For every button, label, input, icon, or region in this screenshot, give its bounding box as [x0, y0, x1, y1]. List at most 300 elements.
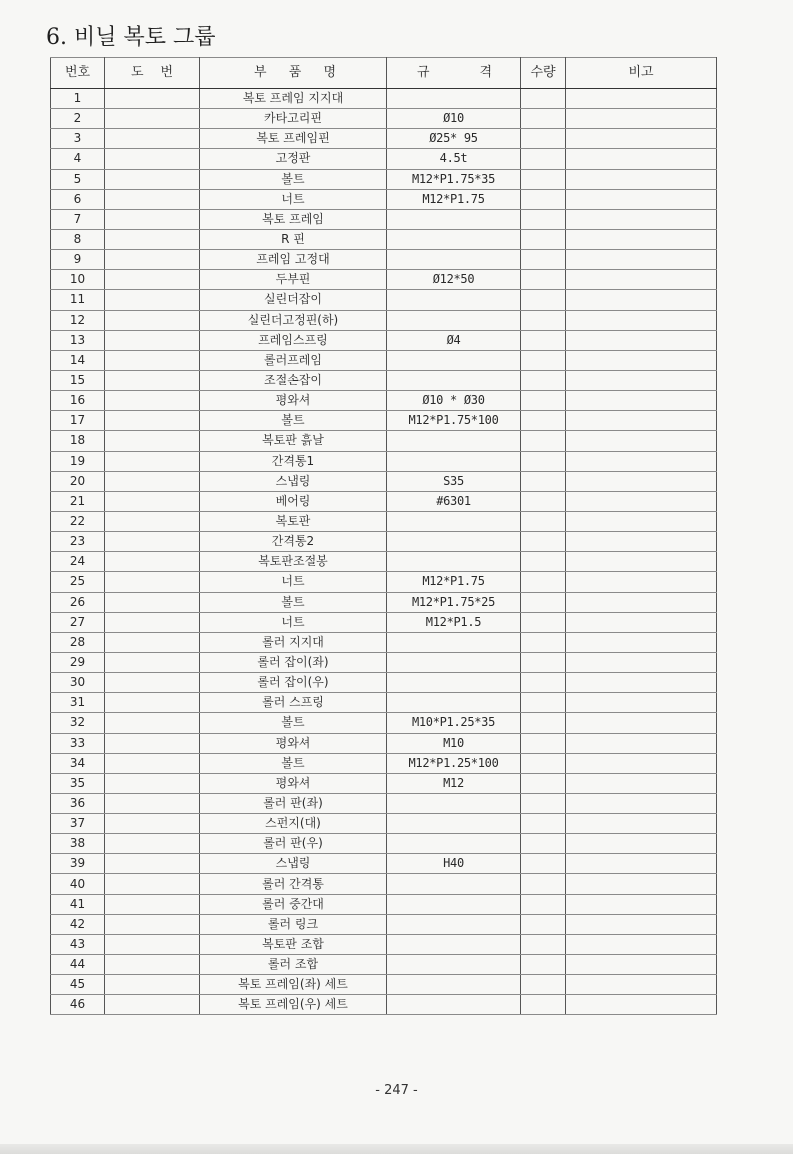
drawing-number-cell	[105, 109, 200, 129]
note-cell	[566, 793, 717, 813]
drawing-number-cell	[105, 169, 200, 189]
table-row	[51, 592, 717, 612]
quantity-cell	[521, 652, 566, 672]
part-name-cell: 롤러 판(좌)	[200, 793, 387, 813]
note-cell	[566, 270, 717, 290]
part-name-cell: 롤러 잡이(우)	[200, 673, 387, 693]
part-name-cell: 스냅링	[200, 854, 387, 874]
quantity-cell	[521, 552, 566, 572]
part-name-cell: R 핀	[200, 229, 387, 249]
row-number-cell: 20	[51, 471, 105, 491]
note-cell	[566, 874, 717, 894]
spec-cell: M12*P1.75	[387, 572, 521, 592]
table-row	[51, 914, 717, 934]
table-row	[51, 491, 717, 511]
note-cell	[566, 773, 717, 793]
quantity-cell	[521, 290, 566, 310]
row-number-cell: 3	[51, 129, 105, 149]
header-drawing-no	[105, 58, 200, 89]
part-name-cell: 간격통1	[200, 451, 387, 471]
note-cell	[566, 975, 717, 995]
spec-cell	[387, 894, 521, 914]
part-name-cell: 실린더잡이	[200, 290, 387, 310]
spec-cell: #6301	[387, 491, 521, 511]
spec-cell: M10	[387, 733, 521, 753]
row-number-cell: 14	[51, 350, 105, 370]
table-row	[51, 894, 717, 914]
row-number-cell: 18	[51, 431, 105, 451]
quantity-cell	[521, 834, 566, 854]
page-title: 6. 비닐 복토 그룹	[46, 25, 216, 50]
row-number-cell: 45	[51, 975, 105, 995]
table-row	[51, 814, 717, 834]
note-cell	[566, 189, 717, 209]
spec-cell: M10*P1.25*35	[387, 713, 521, 733]
drawing-number-cell	[105, 753, 200, 773]
row-number-cell: 13	[51, 330, 105, 350]
note-cell	[566, 572, 717, 592]
drawing-number-cell	[105, 975, 200, 995]
part-name-cell: 볼트	[200, 169, 387, 189]
row-number-cell: 22	[51, 511, 105, 531]
quantity-cell	[521, 189, 566, 209]
quantity-cell	[521, 592, 566, 612]
header-name-char-1: 부	[254, 65, 267, 80]
note-cell	[566, 491, 717, 511]
note-cell	[566, 149, 717, 169]
table-row	[51, 793, 717, 813]
note-cell	[566, 250, 717, 270]
quantity-cell	[521, 733, 566, 753]
row-number-cell: 36	[51, 793, 105, 813]
quantity-cell	[521, 874, 566, 894]
quantity-cell	[521, 753, 566, 773]
part-name-cell: 스펀지(대)	[200, 814, 387, 834]
quantity-cell	[521, 209, 566, 229]
spec-cell: M12*P1.75	[387, 189, 521, 209]
note-cell	[566, 552, 717, 572]
row-number-cell: 7	[51, 209, 105, 229]
drawing-number-cell	[105, 310, 200, 330]
row-number-cell: 41	[51, 894, 105, 914]
drawing-number-cell	[105, 290, 200, 310]
note-cell	[566, 89, 717, 109]
note-cell	[566, 169, 717, 189]
part-name-cell: 롤러 링크	[200, 914, 387, 934]
quantity-cell	[521, 632, 566, 652]
header-spec-char-1: 규	[417, 65, 430, 80]
spec-cell	[387, 350, 521, 370]
row-number-cell: 19	[51, 451, 105, 471]
note-cell	[566, 532, 717, 552]
row-number-cell: 42	[51, 914, 105, 934]
table-row	[51, 270, 717, 290]
table-header-row	[51, 58, 717, 89]
part-name-cell: 복토 프레임핀	[200, 129, 387, 149]
quantity-cell	[521, 934, 566, 954]
table-row	[51, 169, 717, 189]
part-name-cell: 복토판 조합	[200, 934, 387, 954]
part-name-cell: 볼트	[200, 592, 387, 612]
row-number-cell: 4	[51, 149, 105, 169]
spec-cell: Ø4	[387, 330, 521, 350]
table-row	[51, 310, 717, 330]
header-part-name	[200, 58, 387, 89]
spec-cell	[387, 370, 521, 390]
header-note: 비고	[566, 58, 717, 89]
spec-cell	[387, 914, 521, 934]
part-name-cell: 롤러 간격통	[200, 874, 387, 894]
note-cell	[566, 109, 717, 129]
quantity-cell	[521, 129, 566, 149]
quantity-cell	[521, 250, 566, 270]
row-number-cell: 27	[51, 612, 105, 632]
part-name-cell: 롤러 지지대	[200, 632, 387, 652]
row-number-cell: 37	[51, 814, 105, 834]
quantity-cell	[521, 894, 566, 914]
part-name-cell: 볼트	[200, 753, 387, 773]
table-row	[51, 250, 717, 270]
row-number-cell: 46	[51, 995, 105, 1015]
quantity-cell	[521, 995, 566, 1015]
drawing-number-cell	[105, 350, 200, 370]
quantity-cell	[521, 370, 566, 390]
drawing-number-cell	[105, 854, 200, 874]
table-row	[51, 431, 717, 451]
row-number-cell: 44	[51, 955, 105, 975]
part-name-cell: 베어링	[200, 491, 387, 511]
row-number-cell: 33	[51, 733, 105, 753]
drawing-number-cell	[105, 995, 200, 1015]
note-cell	[566, 350, 717, 370]
table-row	[51, 511, 717, 531]
quantity-cell	[521, 431, 566, 451]
row-number-cell: 1	[51, 89, 105, 109]
table-row	[51, 532, 717, 552]
row-number-cell: 5	[51, 169, 105, 189]
drawing-number-cell	[105, 814, 200, 834]
part-name-cell: 고정판	[200, 149, 387, 169]
part-name-cell: 복토판	[200, 511, 387, 531]
quantity-cell	[521, 773, 566, 793]
drawing-number-cell	[105, 330, 200, 350]
row-number-cell: 28	[51, 632, 105, 652]
spec-cell	[387, 793, 521, 813]
note-cell	[566, 330, 717, 350]
table-row	[51, 773, 717, 793]
table-row	[51, 209, 717, 229]
quantity-cell	[521, 149, 566, 169]
row-number-cell: 31	[51, 693, 105, 713]
table-row	[51, 733, 717, 753]
note-cell	[566, 995, 717, 1015]
drawing-number-cell	[105, 391, 200, 411]
part-name-cell: 복토 프레임	[200, 209, 387, 229]
drawing-number-cell	[105, 552, 200, 572]
quantity-cell	[521, 491, 566, 511]
part-name-cell: 롤러 판(우)	[200, 834, 387, 854]
part-name-cell: 복토판조절봉	[200, 552, 387, 572]
row-number-cell: 6	[51, 189, 105, 209]
drawing-number-cell	[105, 532, 200, 552]
spec-cell: M12*P1.75*100	[387, 411, 521, 431]
quantity-cell	[521, 511, 566, 531]
part-name-cell: 복토 프레임(우) 세트	[200, 995, 387, 1015]
spec-cell	[387, 511, 521, 531]
table-row	[51, 632, 717, 652]
note-cell	[566, 391, 717, 411]
part-name-cell: 롤러 잡이(좌)	[200, 652, 387, 672]
part-name-cell: 평와셔	[200, 391, 387, 411]
row-number-cell: 32	[51, 713, 105, 733]
part-name-cell: 두부핀	[200, 270, 387, 290]
row-number-cell: 23	[51, 532, 105, 552]
note-cell	[566, 713, 717, 733]
note-cell	[566, 290, 717, 310]
quantity-cell	[521, 109, 566, 129]
note-cell	[566, 693, 717, 713]
drawing-number-cell	[105, 894, 200, 914]
drawing-number-cell	[105, 713, 200, 733]
table-row	[51, 391, 717, 411]
drawing-number-cell	[105, 612, 200, 632]
header-drawing-char-1: 도	[131, 65, 144, 80]
part-name-cell: 카타고리핀	[200, 109, 387, 129]
row-number-cell: 17	[51, 411, 105, 431]
table-row	[51, 229, 717, 249]
table-row	[51, 834, 717, 854]
spec-cell	[387, 995, 521, 1015]
drawing-number-cell	[105, 934, 200, 954]
spec-cell: Ø25* 95	[387, 129, 521, 149]
part-name-cell: 볼트	[200, 411, 387, 431]
spec-cell: H40	[387, 854, 521, 874]
spec-cell	[387, 652, 521, 672]
header-no: 번호	[51, 58, 105, 89]
note-cell	[566, 632, 717, 652]
note-cell	[566, 934, 717, 954]
drawing-number-cell	[105, 793, 200, 813]
drawing-number-cell	[105, 874, 200, 894]
row-number-cell: 40	[51, 874, 105, 894]
row-number-cell: 29	[51, 652, 105, 672]
table-row	[51, 552, 717, 572]
part-name-cell: 너트	[200, 612, 387, 632]
quantity-cell	[521, 310, 566, 330]
spec-cell	[387, 290, 521, 310]
row-number-cell: 30	[51, 673, 105, 693]
part-name-cell: 볼트	[200, 713, 387, 733]
spec-cell	[387, 431, 521, 451]
header-qty: 수량	[521, 58, 566, 89]
drawing-number-cell	[105, 511, 200, 531]
spec-cell	[387, 934, 521, 954]
quantity-cell	[521, 975, 566, 995]
note-cell	[566, 451, 717, 471]
quantity-cell	[521, 713, 566, 733]
drawing-number-cell	[105, 592, 200, 612]
part-name-cell: 평와셔	[200, 773, 387, 793]
spec-cell	[387, 532, 521, 552]
note-cell	[566, 914, 717, 934]
drawing-number-cell	[105, 89, 200, 109]
table-row	[51, 89, 717, 109]
spec-cell	[387, 975, 521, 995]
header-name-char-2: 품	[288, 65, 302, 80]
spec-cell: M12*P1.75*25	[387, 592, 521, 612]
note-cell	[566, 370, 717, 390]
spec-cell: M12*P1.5	[387, 612, 521, 632]
note-cell	[566, 511, 717, 531]
part-name-cell: 롤러 조합	[200, 955, 387, 975]
header-name-char-3: 명	[323, 65, 336, 80]
note-cell	[566, 209, 717, 229]
table-row	[51, 149, 717, 169]
quantity-cell	[521, 330, 566, 350]
spec-cell	[387, 834, 521, 854]
table-row	[51, 189, 717, 209]
quantity-cell	[521, 955, 566, 975]
table-row	[51, 612, 717, 632]
row-number-cell: 8	[51, 229, 105, 249]
quantity-cell	[521, 532, 566, 552]
note-cell	[566, 229, 717, 249]
table-row	[51, 713, 717, 733]
drawing-number-cell	[105, 834, 200, 854]
spec-cell	[387, 451, 521, 471]
drawing-number-cell	[105, 229, 200, 249]
parts-table	[50, 57, 717, 1015]
note-cell	[566, 894, 717, 914]
note-cell	[566, 753, 717, 773]
drawing-number-cell	[105, 451, 200, 471]
table-row	[51, 290, 717, 310]
part-name-cell: 복토 프레임 지지대	[200, 89, 387, 109]
header-drawing-char-2: 번	[160, 65, 173, 80]
note-cell	[566, 129, 717, 149]
part-name-cell: 간격통2	[200, 532, 387, 552]
quantity-cell	[521, 854, 566, 874]
quantity-cell	[521, 451, 566, 471]
part-name-cell: 평와셔	[200, 733, 387, 753]
part-name-cell: 롤러프레임	[200, 350, 387, 370]
spec-cell: M12*P1.75*35	[387, 169, 521, 189]
quantity-cell	[521, 612, 566, 632]
spec-cell: Ø12*50	[387, 270, 521, 290]
note-cell	[566, 834, 717, 854]
part-name-cell: 롤러 스프링	[200, 693, 387, 713]
drawing-number-cell	[105, 189, 200, 209]
note-cell	[566, 612, 717, 632]
quantity-cell	[521, 169, 566, 189]
quantity-cell	[521, 350, 566, 370]
quantity-cell	[521, 814, 566, 834]
drawing-number-cell	[105, 693, 200, 713]
table-row	[51, 411, 717, 431]
spec-cell: M12	[387, 773, 521, 793]
drawing-number-cell	[105, 673, 200, 693]
row-number-cell: 26	[51, 592, 105, 612]
header-spec-char-2: 격	[479, 65, 492, 80]
quantity-cell	[521, 693, 566, 713]
drawing-number-cell	[105, 431, 200, 451]
table-row	[51, 572, 717, 592]
note-cell	[566, 592, 717, 612]
table-row	[51, 673, 717, 693]
drawing-number-cell	[105, 652, 200, 672]
spec-cell: M12*P1.25*100	[387, 753, 521, 773]
spec-cell	[387, 229, 521, 249]
quantity-cell	[521, 411, 566, 431]
table-row	[51, 955, 717, 975]
table-row	[51, 934, 717, 954]
part-name-cell: 복토판 흙날	[200, 431, 387, 451]
quantity-cell	[521, 673, 566, 693]
scan-edge	[0, 1144, 793, 1154]
row-number-cell: 38	[51, 834, 105, 854]
table-row	[51, 854, 717, 874]
table-row	[51, 995, 717, 1015]
note-cell	[566, 652, 717, 672]
drawing-number-cell	[105, 733, 200, 753]
drawing-number-cell	[105, 572, 200, 592]
row-number-cell: 15	[51, 370, 105, 390]
note-cell	[566, 431, 717, 451]
table-row	[51, 471, 717, 491]
table-row	[51, 652, 717, 672]
spec-cell	[387, 874, 521, 894]
row-number-cell: 39	[51, 854, 105, 874]
quantity-cell	[521, 391, 566, 411]
spec-cell	[387, 693, 521, 713]
note-cell	[566, 411, 717, 431]
part-name-cell: 프레임 고정대	[200, 250, 387, 270]
note-cell	[566, 673, 717, 693]
table-row	[51, 874, 717, 894]
drawing-number-cell	[105, 370, 200, 390]
table-row	[51, 693, 717, 713]
table-row	[51, 350, 717, 370]
drawing-number-cell	[105, 914, 200, 934]
row-number-cell: 24	[51, 552, 105, 572]
spec-cell	[387, 814, 521, 834]
spec-cell: Ø10 * Ø30	[387, 391, 521, 411]
spec-cell	[387, 209, 521, 229]
drawing-number-cell	[105, 491, 200, 511]
spec-cell	[387, 673, 521, 693]
table-row	[51, 330, 717, 350]
row-number-cell: 35	[51, 773, 105, 793]
part-name-cell: 너트	[200, 189, 387, 209]
table-row	[51, 370, 717, 390]
spec-cell: 4.5t	[387, 149, 521, 169]
note-cell	[566, 854, 717, 874]
quantity-cell	[521, 572, 566, 592]
part-name-cell: 롤러 중간대	[200, 894, 387, 914]
part-name-cell: 실린더고정핀(하)	[200, 310, 387, 330]
page-number: - 247 -	[375, 1083, 418, 1098]
drawing-number-cell	[105, 773, 200, 793]
drawing-number-cell	[105, 129, 200, 149]
row-number-cell: 21	[51, 491, 105, 511]
spec-cell	[387, 250, 521, 270]
drawing-number-cell	[105, 411, 200, 431]
row-number-cell: 2	[51, 109, 105, 129]
note-cell	[566, 733, 717, 753]
row-number-cell: 43	[51, 934, 105, 954]
drawing-number-cell	[105, 471, 200, 491]
table-row	[51, 753, 717, 773]
